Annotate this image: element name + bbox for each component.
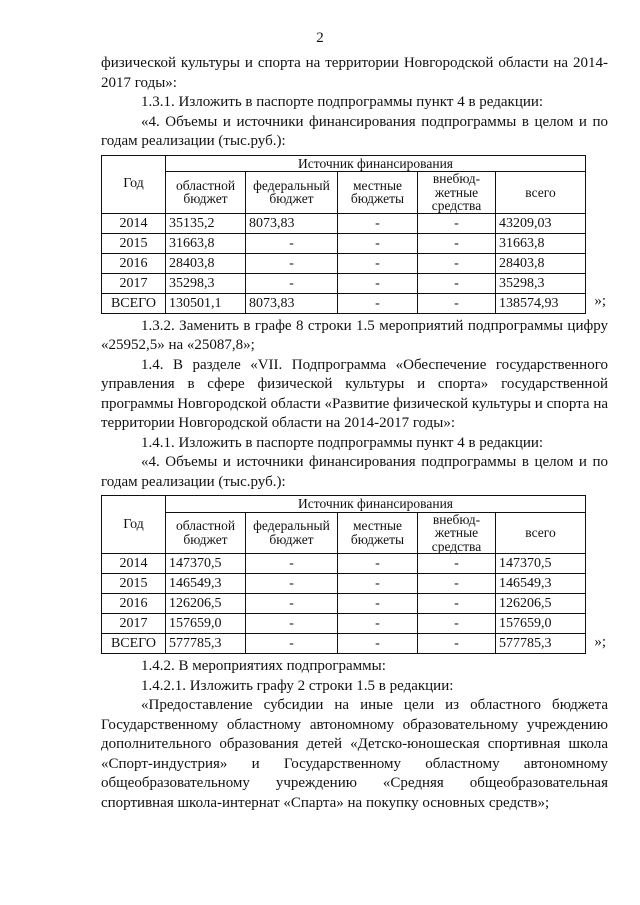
quote-close: »; [594,293,606,309]
paragraph: 1.3.1. Изложить в паспорте подпрограммы пункт 4 в редакции: [141,94,544,110]
table-row [102,233,586,253]
cell-regional: 157659,0 [166,614,246,634]
cell-local: - [338,293,418,313]
cell-year: 2017 [102,273,166,293]
paragraph: 1.4.2.1. Изложить графу 2 строки 1.5 в редакции: [141,677,454,694]
cell-local: - [338,574,418,594]
cell-federal: 8073,83 [246,293,338,313]
cell-extra: - [418,253,496,273]
page-number: 2 [316,30,324,46]
cell-regional: 35298,3 [166,273,246,293]
header-total: всего [496,512,586,554]
cell-extra: - [418,574,496,594]
paragraph: 1.4.2. В мероприятиях подпрограммы: [141,658,386,674]
cell-federal: - [246,634,338,654]
cell-year: ВСЕГО [102,634,166,654]
cell-total: 147370,5 [496,554,586,574]
cell-local: - [338,213,418,233]
paragraph: «4. Объемы и источники финансирования подпрограммы в целом и по годам реализации (тыс.руб.): [101,454,608,490]
cell-year: 2016 [102,594,166,614]
cell-total: 577785,3 [496,634,586,654]
table-row-total [102,293,586,313]
cell-regional: 577785,3 [166,634,246,654]
paragraph: 1.3.2. Заменить в графе 8 строки 1.5 мероприятий подпрограммы цифру «25952,5» на «25087,8»; [101,317,608,353]
cell-total: 31663,8 [496,233,586,253]
cell-year: 2016 [102,253,166,273]
header-federal: федеральный бюджет [246,512,338,554]
header-total: всего [496,172,586,214]
cell-extra: - [418,594,496,614]
cell-total: 157659,0 [496,614,586,634]
header-local: местные бюджеты [338,172,418,214]
cell-total: 43209,03 [496,213,586,233]
cell-regional: 31663,8 [166,233,246,253]
cell-federal: - [246,273,338,293]
cell-federal: - [246,253,338,273]
table-row [102,273,586,293]
cell-federal: 8073,83 [246,213,338,233]
cell-regional: 130501,1 [166,293,246,313]
table-row [102,213,586,233]
paragraph: 1.4.1. Изложить в паспорте подпрограммы пункт 4 в редакции: [141,434,544,451]
cell-local: - [338,634,418,654]
cell-year: ВСЕГО [102,293,166,313]
header-extra: внебюд-жетные средства [418,172,496,214]
header-federal: федеральный бюджет [246,172,338,214]
cell-total: 35298,3 [496,273,586,293]
cell-year: 2014 [102,213,166,233]
cell-regional: 147370,5 [166,554,246,574]
table-row [102,574,586,594]
document-body [101,54,608,813]
cell-total: 146549,3 [496,574,586,594]
quote-close: »; [594,633,606,650]
header-local: местные бюджеты [338,512,418,554]
cell-federal: - [246,554,338,574]
table-row [102,594,586,614]
cell-regional: 35135,2 [166,213,246,233]
table-row [102,614,586,634]
header-regional: областной бюджет [166,512,246,554]
header-source: Источник финансирования [166,496,586,513]
cell-local: - [338,614,418,634]
funding-table-1 [101,155,608,314]
cell-local: - [338,594,418,614]
cell-extra: - [418,634,496,654]
cell-year: 2015 [102,574,166,594]
cell-total: 126206,5 [496,594,586,614]
cell-local: - [338,233,418,253]
cell-extra: - [418,273,496,293]
cell-federal: - [246,594,338,614]
cell-year: 2015 [102,233,166,253]
funding-table-2 [101,495,608,654]
cell-year: 2014 [102,554,166,574]
header-year: Год [102,155,166,213]
cell-extra: - [418,614,496,634]
cell-total: 138574,93 [496,293,586,313]
table-row [102,554,586,574]
paragraph: «4. Объемы и источники финансирования подпрограммы в целом и по годам реализации (тыс.руб.): [101,113,608,149]
cell-regional: 126206,5 [166,594,246,614]
header-year: Год [102,496,166,554]
cell-extra: - [418,554,496,574]
cell-federal: - [246,614,338,634]
cell-extra: - [418,293,496,313]
cell-local: - [338,554,418,574]
cell-federal: - [246,233,338,253]
cell-regional: 28403,8 [166,253,246,273]
cell-extra: - [418,213,496,233]
cell-regional: 146549,3 [166,574,246,594]
header-source: Источник финансирования [166,155,586,172]
cell-federal: - [246,574,338,594]
paragraph: «Предоставление субсидии на иные цели из областного бюджета Государственному областному автономному образовательному учреждению дополнительного образования детей «Детско-юношеская спортивная школа «Спорт-индустрия» и Государственному областному автономному общеобразовательному учреждению «Средняя общеобразовательная спортивная школа-интернат «Спарта» на покупку основных средств»; [101,697,608,811]
cell-local: - [338,273,418,293]
header-regional: областной бюджет [166,172,246,214]
cell-extra: - [418,233,496,253]
cell-total: 28403,8 [496,253,586,273]
table-row-total [102,634,586,654]
header-extra: внебюд-жетные средства [418,512,496,554]
paragraph: физической культуры и спорта на территории Новгородской области на 2014-2017 годы»: [101,55,608,91]
cell-year: 2017 [102,614,166,634]
table-row [102,253,586,273]
paragraph: 1.4. В разделе «VII. Подпрограмма «Обеспечение государственного управления в сфере физической культуры и спорта» государственной программы Новгородской области «Развитие физической культуры и спорта на территории Новгородской области на 2014-2017 годы»: [101,356,608,431]
cell-local: - [338,253,418,273]
